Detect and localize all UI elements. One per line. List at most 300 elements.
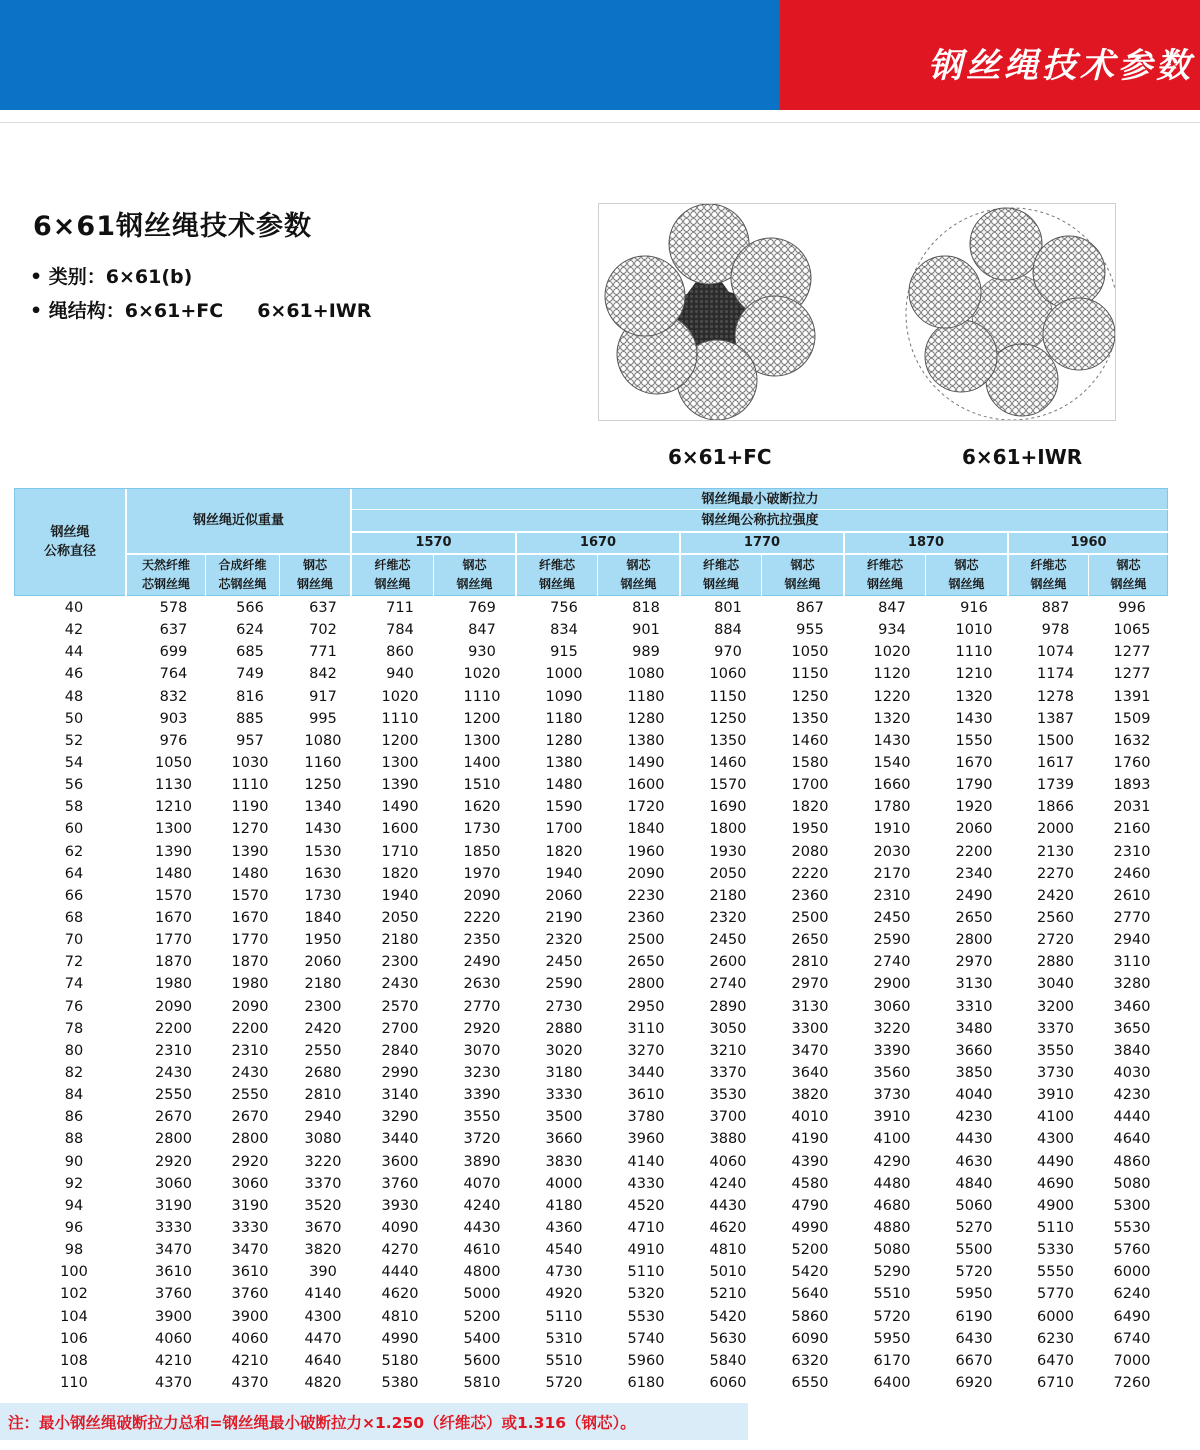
table-cell: 978 [1041, 622, 1070, 639]
table-cell: 1510 [463, 777, 501, 794]
cell-diameter: 94 [64, 1197, 84, 1214]
table-cell: 6710 [1037, 1374, 1074, 1391]
table-cell: 2060 [545, 887, 583, 904]
table-cell: 2430 [155, 1065, 192, 1082]
table-cell: 3650 [1113, 1020, 1151, 1037]
table-cell: 6430 [955, 1330, 993, 1347]
table-cell: 1180 [545, 710, 583, 727]
table-row [14, 1106, 1168, 1128]
table-cell: 3040 [1037, 976, 1074, 993]
table-cell: 4610 [463, 1242, 501, 1259]
table-row [14, 663, 1168, 685]
table-row [14, 973, 1168, 995]
table-cell: 3520 [304, 1197, 342, 1214]
table-cell: 4190 [791, 1131, 829, 1148]
cell-diameter: 102 [60, 1286, 88, 1303]
table-cell: 4640 [1113, 1131, 1151, 1148]
table-cell: 1780 [873, 799, 911, 816]
table-cell: 1820 [545, 843, 583, 860]
table-cell: 637 [309, 600, 337, 617]
cell-diameter: 50 [64, 710, 84, 727]
table-cell: 1000 [545, 666, 583, 683]
table-row [14, 796, 1168, 818]
table-cell: 1074 [1037, 644, 1074, 661]
fc-rope-section [605, 204, 815, 420]
table-cell: 1460 [791, 732, 829, 749]
table-cell: 1020 [381, 688, 419, 705]
table-cell: 3080 [304, 1131, 342, 1148]
table-cell: 1480 [155, 865, 192, 882]
table-cell: 2160 [1113, 821, 1151, 838]
table-cell: 4820 [304, 1374, 342, 1391]
table-cell: 3850 [955, 1065, 993, 1082]
table-cell: 3060 [231, 1175, 269, 1192]
table-cell: 2180 [709, 887, 747, 904]
table-cell: 1700 [545, 821, 583, 838]
table-cell: 4370 [231, 1374, 269, 1391]
table-cell: 2800 [955, 932, 993, 949]
table-row [14, 1018, 1168, 1040]
table-cell: 2180 [304, 976, 342, 993]
cell-diameter: 78 [64, 1020, 84, 1037]
table-cell: 4640 [304, 1352, 342, 1369]
table-cell: 2220 [791, 865, 829, 882]
table-cell: 2600 [709, 954, 747, 971]
table-cell: 1065 [1113, 622, 1151, 639]
table-cell: 4910 [627, 1242, 665, 1259]
table-cell: 1670 [155, 910, 192, 927]
table-cell: 3390 [873, 1042, 911, 1059]
header-steel-core: 钢芯 钢丝绳 [456, 558, 493, 591]
table-cell: 6740 [1113, 1330, 1151, 1347]
header-steel-core: 钢芯 钢丝绳 [948, 558, 985, 591]
cell-diameter: 80 [64, 1042, 84, 1059]
table-cell: 1820 [381, 865, 419, 882]
table-cell: 2610 [1113, 887, 1151, 904]
table-cell: 3470 [231, 1242, 269, 1259]
table-cell: 1600 [381, 821, 419, 838]
table-cell: 1770 [231, 932, 269, 949]
table-cell: 5810 [463, 1374, 501, 1391]
table-cell: 2500 [791, 910, 829, 927]
table-cell: 2880 [1037, 954, 1074, 971]
table-cell: 2700 [381, 1020, 419, 1037]
table-cell: 4330 [627, 1175, 665, 1192]
table-cell: 3820 [304, 1242, 342, 1259]
table-cell: 1950 [304, 932, 342, 949]
table-cell: 2950 [627, 998, 665, 1015]
table-cell: 1660 [873, 777, 911, 794]
cell-diameter: 70 [64, 932, 84, 949]
table-cell: 7000 [1113, 1352, 1151, 1369]
table-cell: 3600 [381, 1153, 419, 1170]
cell-diameter: 48 [64, 688, 84, 705]
cell-diameter: 44 [64, 644, 84, 661]
table-cell: 6470 [1037, 1352, 1074, 1369]
table-cell: 1391 [1113, 688, 1151, 705]
table-cell: 4300 [1037, 1131, 1074, 1148]
table-cell: 3910 [873, 1109, 911, 1126]
table-row [14, 708, 1168, 730]
table-cell: 3760 [381, 1175, 419, 1192]
table-cell: 5060 [955, 1197, 993, 1214]
table-cell: 1390 [231, 843, 269, 860]
table-cell: 976 [159, 732, 188, 749]
table-cell: 2550 [155, 1087, 192, 1104]
table-cell: 957 [236, 732, 264, 749]
table-cell: 1930 [709, 843, 747, 860]
table-row [14, 1151, 1168, 1173]
table-row [14, 1350, 1168, 1372]
table-cell: 4070 [463, 1175, 501, 1192]
table-cell: 930 [468, 644, 496, 661]
table-cell: 2080 [791, 843, 829, 860]
table-cell: 1090 [545, 688, 583, 705]
table-cell: 1530 [304, 843, 342, 860]
rope-cross-section-figure [598, 203, 1116, 421]
table-cell: 3290 [381, 1109, 419, 1126]
table-cell: 769 [468, 600, 496, 617]
spec-bullets [30, 263, 371, 331]
table-cell: 3500 [545, 1109, 583, 1126]
table-cell: 6090 [791, 1330, 829, 1347]
table-cell: 2770 [463, 998, 501, 1015]
table-cell: 4210 [155, 1352, 192, 1369]
table-cell: 3840 [1113, 1042, 1151, 1059]
table-cell: 2180 [381, 932, 419, 949]
table-cell: 3670 [304, 1220, 342, 1236]
table-cell: 784 [386, 622, 414, 639]
table-cell: 2090 [627, 865, 665, 882]
header-diameter: 钢丝绳 公称直径 [43, 525, 96, 559]
table-cell: 2720 [1037, 932, 1074, 949]
table-cell: 1280 [545, 732, 583, 749]
table-cell: 3460 [1113, 998, 1151, 1015]
table-cell: 3330 [155, 1220, 192, 1236]
table-cell: 5010 [709, 1264, 747, 1281]
table-cell: 887 [1041, 600, 1070, 617]
table-cell: 3610 [155, 1264, 192, 1281]
table-row [14, 951, 1168, 973]
table-cell: 1220 [873, 688, 911, 705]
footnote-text: 注：最小钢丝绳破断拉力总和=钢丝绳最小破断拉力×1.250（纤维芯）或1.316（钢芯）。 [8, 1414, 636, 1432]
table-cell: 2890 [709, 998, 747, 1015]
table-cell: 5420 [791, 1264, 829, 1281]
header-tensile-strength: 钢丝绳公称抗拉强度 [701, 513, 819, 528]
table-cell: 1940 [545, 865, 583, 882]
table-cell: 1020 [463, 666, 501, 683]
table-cell: 6190 [955, 1308, 993, 1325]
banner-title: 钢丝绳技术参数 [928, 46, 1194, 86]
cell-diameter: 88 [64, 1131, 84, 1148]
cell-diameter: 72 [64, 954, 84, 971]
table-cell: 884 [714, 622, 742, 639]
header-steel-core: 钢芯 钢丝绳 [296, 558, 333, 591]
table-cell: 1020 [873, 644, 911, 661]
table-cell: 2740 [873, 954, 911, 971]
table-cell: 3550 [463, 1109, 501, 1126]
table-cell: 4430 [709, 1197, 747, 1214]
table-cell: 989 [632, 644, 660, 661]
table-cell: 1120 [873, 666, 911, 683]
table-cell: 2200 [155, 1020, 192, 1037]
table-cell: 995 [309, 710, 337, 727]
table-cell: 3070 [463, 1042, 501, 1059]
table-cell: 4060 [155, 1330, 192, 1347]
table-cell: 1430 [304, 821, 342, 838]
table-cell: 3830 [545, 1153, 583, 1170]
cell-diameter: 106 [60, 1330, 88, 1347]
table-cell: 1320 [873, 710, 911, 727]
table-cell: 1670 [231, 910, 269, 927]
table-cell: 4000 [545, 1175, 583, 1192]
header-grade: 1870 [907, 535, 945, 550]
table-cell: 3730 [1037, 1065, 1074, 1082]
table-cell: 4540 [545, 1242, 583, 1259]
iwr-rope-section [906, 208, 1115, 420]
table-cell: 6670 [955, 1352, 993, 1369]
table-cell: 1730 [304, 887, 342, 904]
table-cell: 2200 [955, 843, 993, 860]
table-cell: 2050 [381, 910, 419, 927]
table-cell: 1720 [627, 799, 665, 816]
table-cell: 3060 [873, 998, 911, 1015]
table-cell: 2060 [304, 954, 342, 971]
table-cell: 940 [386, 666, 414, 683]
table-cell: 2300 [304, 998, 342, 1015]
table-cell: 2060 [955, 821, 993, 838]
table-cell: 3880 [709, 1131, 747, 1148]
table-cell: 4240 [463, 1197, 501, 1214]
table-row [14, 929, 1168, 951]
table-cell: 1970 [463, 865, 501, 882]
table-cell: 3530 [709, 1087, 747, 1104]
table-cell: 2450 [545, 954, 583, 971]
table-row [14, 1128, 1168, 1150]
table-cell: 5310 [545, 1330, 583, 1347]
cell-diameter: 46 [64, 666, 84, 683]
page-title: 6×61钢丝绳技术参数 [33, 211, 312, 242]
table-cell: 4990 [791, 1220, 829, 1236]
table-cell: 1893 [1113, 777, 1151, 794]
caption-iwr: 6×61+IWR [962, 445, 1083, 469]
table-cell: 1110 [463, 688, 501, 705]
table-cell: 3390 [463, 1087, 501, 1104]
caption-fc: 6×61+FC [668, 445, 772, 469]
table-cell: 2490 [463, 954, 501, 971]
table-row [14, 885, 1168, 907]
table-cell: 3470 [155, 1242, 192, 1259]
table-cell: 5720 [955, 1264, 993, 1281]
cell-diameter: 56 [64, 777, 84, 794]
table-cell: 2810 [791, 954, 829, 971]
table-cell: 3270 [627, 1042, 665, 1059]
table-cell: 3130 [955, 976, 993, 993]
table-cell: 1030 [231, 755, 269, 772]
table-cell: 3700 [709, 1109, 747, 1126]
table-cell: 1690 [709, 799, 747, 816]
table-cell: 1920 [955, 799, 993, 816]
table-cell: 2310 [873, 887, 911, 904]
table-cell: 2460 [1113, 865, 1151, 882]
table-cell: 3230 [463, 1065, 501, 1082]
table-cell: 970 [714, 644, 742, 661]
table-cell: 1400 [463, 755, 501, 772]
table-cell: 7260 [1113, 1374, 1151, 1391]
table-cell: 3190 [155, 1197, 192, 1214]
table-cell: 5180 [381, 1352, 419, 1369]
table-cell: 5080 [873, 1242, 911, 1259]
cell-diameter: 42 [64, 622, 84, 639]
table-cell: 2350 [463, 932, 501, 949]
table-cell: 2430 [231, 1065, 269, 1082]
table-cell: 2570 [381, 998, 419, 1015]
table-cell: 6920 [955, 1374, 993, 1391]
table-cell: 916 [960, 600, 988, 617]
cell-diameter: 52 [64, 732, 84, 749]
table-cell: 996 [1118, 600, 1146, 617]
table-cell: 847 [468, 622, 496, 639]
table-cell: 2000 [1037, 821, 1074, 838]
cell-diameter: 74 [64, 976, 84, 993]
table-cell: 1570 [155, 887, 192, 904]
table-cell: 4710 [627, 1220, 665, 1236]
table-cell: 1340 [304, 799, 342, 816]
table-cell: 1910 [873, 821, 911, 838]
table-row [14, 996, 1168, 1018]
table-cell: 2030 [873, 843, 911, 860]
cell-diameter: 104 [60, 1308, 88, 1325]
table-cell: 390 [309, 1264, 337, 1281]
table-cell: 832 [159, 688, 188, 705]
table-row [14, 907, 1168, 929]
table-cell: 5330 [1037, 1242, 1074, 1259]
table-cell: 1430 [955, 710, 993, 727]
table-cell: 2560 [1037, 910, 1074, 927]
table-cell: 3900 [155, 1308, 192, 1325]
table-cell: 1210 [955, 666, 993, 683]
table-cell: 5200 [463, 1308, 501, 1325]
table-cell: 1870 [231, 954, 269, 971]
table-cell: 955 [796, 622, 824, 639]
table-cell: 1060 [709, 666, 747, 683]
table-cell: 3910 [1037, 1087, 1074, 1104]
table-row [14, 1084, 1168, 1106]
header-synthetic-fiber: 合成纤维 芯钢丝绳 [218, 558, 267, 591]
cell-diameter: 96 [64, 1220, 84, 1236]
table-cell: 2920 [463, 1020, 501, 1037]
table-cell: 4900 [1037, 1197, 1074, 1214]
table-row [14, 1040, 1168, 1062]
table-cell: 1620 [463, 799, 501, 816]
table-cell: 2740 [709, 976, 747, 993]
header-steel-core: 钢芯 钢丝绳 [1110, 558, 1147, 591]
table-cell: 5760 [1113, 1242, 1151, 1259]
table-cell: 1866 [1037, 799, 1074, 816]
table-cell: 4300 [304, 1308, 342, 1325]
table-cell: 2170 [873, 865, 911, 882]
table-row [14, 1328, 1168, 1350]
table-cell: 2220 [463, 910, 501, 927]
header-grade: 1960 [1070, 535, 1107, 550]
table-cell: 3560 [873, 1065, 911, 1082]
table-cell: 5530 [1113, 1220, 1151, 1236]
table-cell: 1550 [955, 732, 993, 749]
table-cell: 2590 [873, 932, 911, 949]
table-cell: 2920 [155, 1153, 192, 1170]
table-row [14, 1306, 1168, 1328]
table-cell: 1180 [627, 688, 665, 705]
table-cell: 702 [309, 622, 337, 639]
table-cell: 4230 [1113, 1087, 1151, 1104]
table-cell: 3180 [545, 1065, 583, 1082]
table-cell: 1460 [709, 755, 747, 772]
table-cell: 1480 [231, 865, 269, 882]
table-cell: 2650 [627, 954, 665, 971]
table-cell: 1980 [231, 976, 269, 993]
table-cell: 2310 [155, 1042, 192, 1059]
table-cell: 2190 [545, 910, 583, 927]
table-cell: 6000 [1113, 1264, 1151, 1281]
table-cell: 1840 [304, 910, 342, 927]
table-cell: 5500 [955, 1242, 993, 1259]
table-cell: 5110 [627, 1264, 665, 1281]
table-cell: 5770 [1037, 1286, 1074, 1303]
table-cell: 771 [309, 644, 337, 661]
table-cell: 1590 [545, 799, 583, 816]
table-row [14, 752, 1168, 774]
cell-diameter: 62 [64, 843, 84, 860]
cell-diameter: 110 [60, 1374, 88, 1391]
table-cell: 4680 [873, 1197, 911, 1214]
table-cell: 2670 [231, 1109, 269, 1126]
table-cell: 5110 [545, 1308, 583, 1325]
table-cell: 3640 [791, 1065, 829, 1082]
table-cell: 2050 [709, 865, 747, 882]
table-cell: 3210 [709, 1042, 747, 1059]
header-steel-core: 钢芯 钢丝绳 [620, 558, 657, 591]
table-cell: 1300 [463, 732, 501, 749]
table-cell: 1080 [627, 666, 665, 683]
table-cell: 5720 [545, 1374, 583, 1391]
spec-table-body [14, 597, 1168, 1394]
table-cell: 3960 [627, 1131, 665, 1148]
table-row [14, 1261, 1168, 1283]
table-cell: 685 [236, 644, 264, 661]
table-cell: 834 [550, 622, 578, 639]
table-cell: 1790 [955, 777, 993, 794]
table-cell: 2880 [545, 1020, 583, 1037]
table-cell: 1480 [545, 777, 583, 794]
table-cell: 1277 [1113, 666, 1151, 683]
table-row [14, 1062, 1168, 1084]
table-cell: 4880 [873, 1220, 911, 1236]
table-cell: 1250 [709, 710, 747, 727]
table-cell: 3480 [955, 1020, 993, 1037]
table-cell: 3330 [545, 1087, 583, 1104]
table-cell: 1540 [873, 755, 911, 772]
bullet-category: • 类别：6×61(b) [30, 266, 193, 288]
table-cell: 2770 [1113, 910, 1151, 927]
rope-cross-section-image [599, 204, 1115, 420]
table-row [14, 1372, 1168, 1394]
table-row [14, 597, 1168, 619]
table-cell: 2430 [381, 976, 419, 993]
table-cell: 5400 [463, 1330, 501, 1347]
table-cell: 1760 [1113, 755, 1151, 772]
table-cell: 4520 [627, 1197, 665, 1214]
header-steel-core: 钢芯 钢丝绳 [784, 558, 821, 591]
